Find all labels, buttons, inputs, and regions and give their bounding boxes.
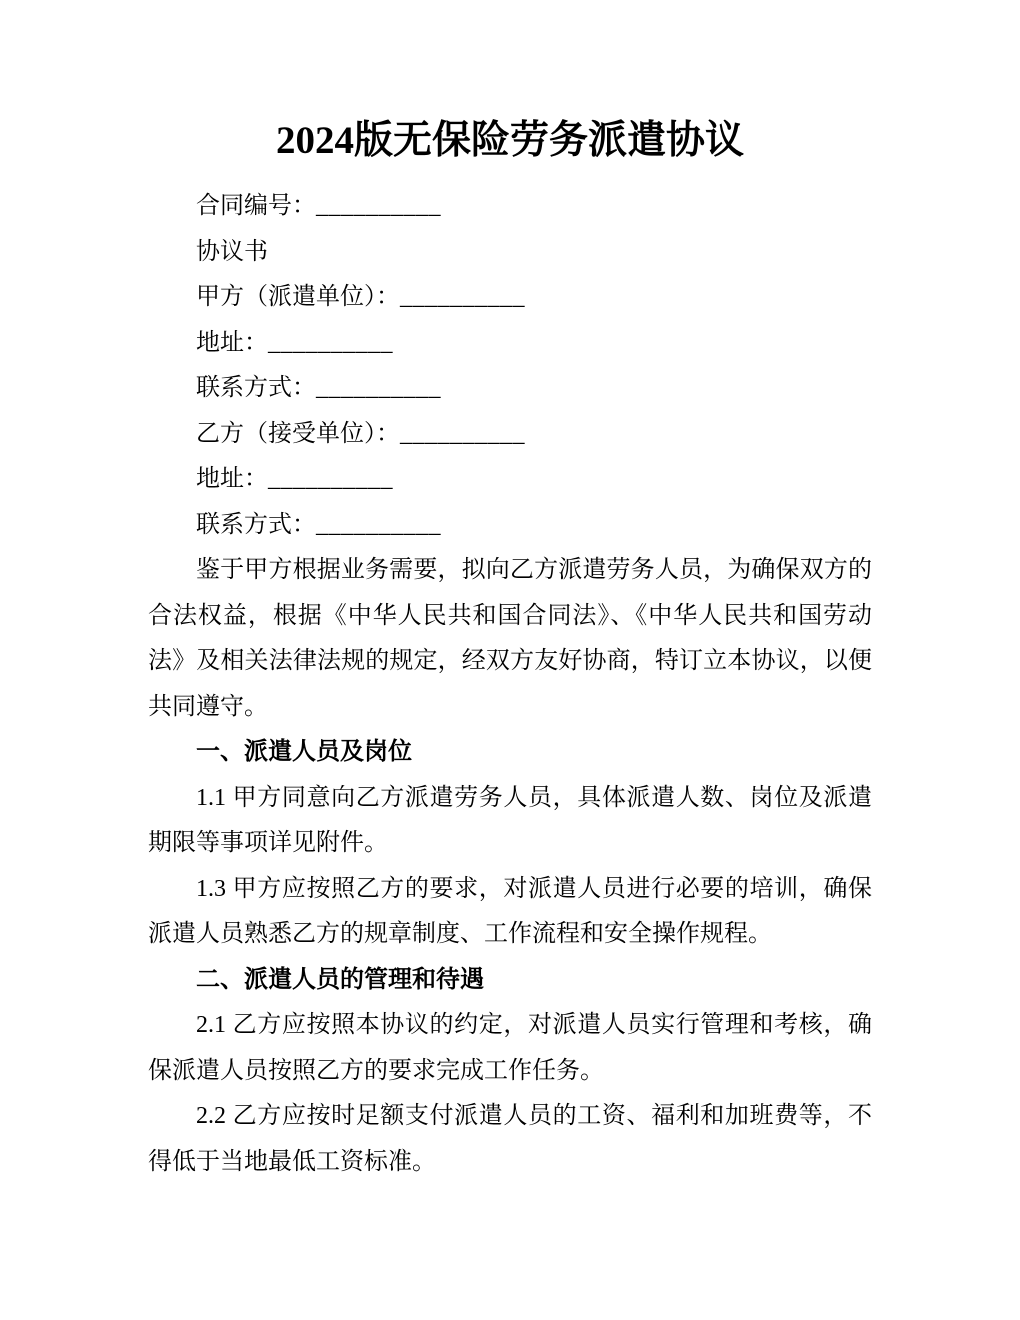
field-blank: __________ [316,375,441,401]
field-line-party-b-contact [148,503,872,549]
field-line-party-a [148,275,872,321]
clause-1-3: 1.3 甲方应按照乙方的要求，对派遣人员进行必要的培训，确保派遣人员熟悉乙方的规章制度、工作流程和安全操作规程。 [148,875,872,947]
field-line-party-a-address [148,321,872,367]
field-line-party-b-address [148,457,872,503]
field-line-agreement-doc [148,230,872,276]
field-label: 协议书 [196,238,268,265]
field-label: 联系方式： [196,375,316,401]
field-label: 地址： [196,329,268,356]
clause-2-1: 2.1 乙方应按照本协议的约定，对派遣人员实行管理和考核，确保派遣人员按照乙方的要求完成工作任务。 [148,1012,872,1084]
field-line-party-a-contact [148,366,872,412]
section-2-heading: 二、派遣人员的管理和待遇 [196,966,484,993]
document-title: 2024版无保险劳务派遣协议 [275,119,744,162]
field-blank: __________ [400,420,525,447]
field-label: 联系方式： [196,511,316,538]
field-label: 合同编号： [196,193,316,219]
field-line-contract-number [148,184,872,230]
clause-1-1: 1.1 甲方同意向乙方派遣劳务人员，具体派遣人数、岗位及派遣期限等事项详见附件。 [148,784,872,856]
field-blank: __________ [268,329,393,356]
field-label: 地址： [196,466,268,492]
field-line-party-b [148,412,872,458]
field-blank: __________ [268,466,393,492]
field-blank: __________ [316,511,441,538]
field-label: 乙方（接受单位）： [196,420,400,447]
clause-2-2: 2.2 乙方应按时足额支付派遣人员的工资、福利和加班费等，不得低于当地最低工资标准。 [148,1103,872,1175]
field-label: 甲方（派遣单位）： [196,284,400,310]
field-blank: __________ [400,284,525,310]
preamble-paragraph: 鉴于甲方根据业务需要，拟向乙方派遣劳务人员，为确保双方的合法权益，根据《中华人民共和国合同法》、《中华人民共和国劳动法》及相关法律法规的规定，经双方友好协商，特订立本协议，以便共同遵守。 [148,557,872,720]
field-blank: __________ [316,193,441,219]
section-1-heading: 一、派遣人员及岗位 [196,739,412,765]
